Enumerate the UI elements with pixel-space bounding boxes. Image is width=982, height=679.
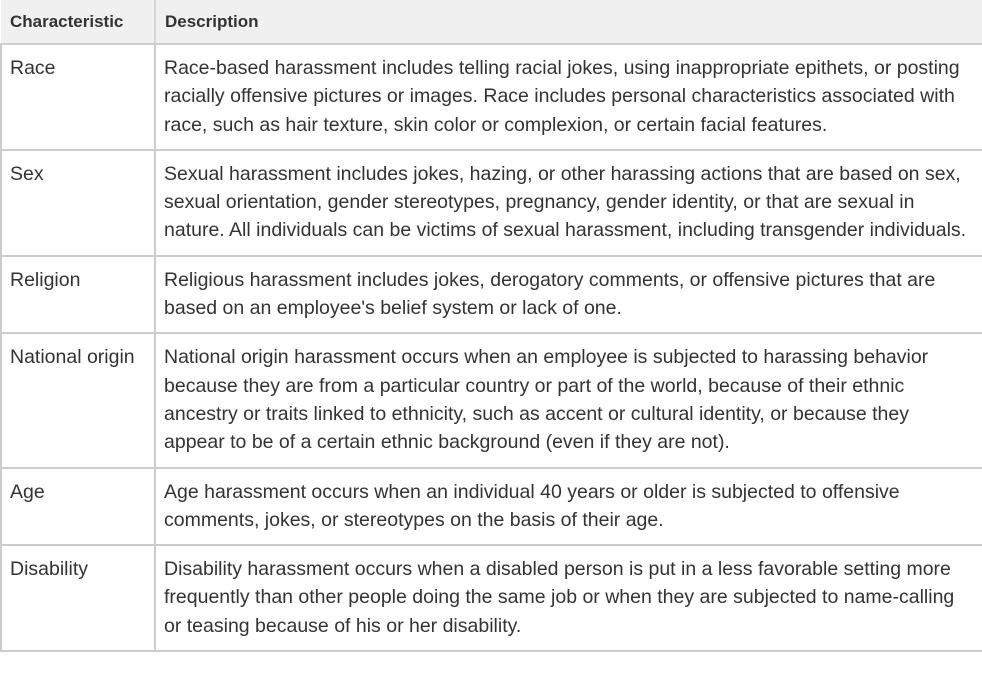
table-row <box>1 150 982 256</box>
characteristic-cell: National origin <box>1 333 155 467</box>
table-row <box>1 468 982 546</box>
description-cell: Sexual harassment includes jokes, hazing, or other harassing actions that are based on sex, sexual orientation, gender stereotypes, pregnancy, gender identity, or that are sexual in nature. All individuals can be victims of sexual harassment, including transgender individuals. <box>155 150 982 256</box>
table-row <box>1 545 982 651</box>
characteristic-cell: Religion <box>1 256 155 334</box>
table-body <box>1 44 982 651</box>
characteristic-cell: Disability <box>1 545 155 651</box>
description-cell: Age harassment occurs when an individual 40 years or older is subjected to offensive comments, jokes, or stereotypes on the basis of their age. <box>155 468 982 546</box>
table-row <box>1 44 982 150</box>
table-row <box>1 256 982 334</box>
characteristic-cell: Age <box>1 468 155 546</box>
table-row <box>1 333 982 467</box>
characteristic-cell: Sex <box>1 150 155 256</box>
header-characteristic: Characteristic <box>1 0 155 44</box>
description-cell: Religious harassment includes jokes, derogatory comments, or offensive pictures that are based on an employee's belief system or lack of one. <box>155 256 982 334</box>
description-cell: National origin harassment occurs when an employee is subjected to harassing behavior because they are from a particular country or part of the world, because of their ethnic ancestry or traits linked to ethnicity, such as accent or cultural identity, or because they appear to be of a certain ethnic background (even if they are not). <box>155 333 982 467</box>
description-cell: Disability harassment occurs when a disabled person is put in a less favorable setting more frequently than other people doing the same job or when they are subjected to name-calling or teasing because of his or her disability. <box>155 545 982 651</box>
table-header <box>1 0 982 44</box>
description-cell: Race-based harassment includes telling racial jokes, using inappropriate epithets, or posting racially offensive pictures or images. Race includes personal characteristics associated with race, such as hair texture, skin color or complexion, or certain facial features. <box>155 44 982 150</box>
characteristic-cell: Race <box>1 44 155 150</box>
header-description: Description <box>155 0 982 44</box>
header-row <box>1 0 982 44</box>
